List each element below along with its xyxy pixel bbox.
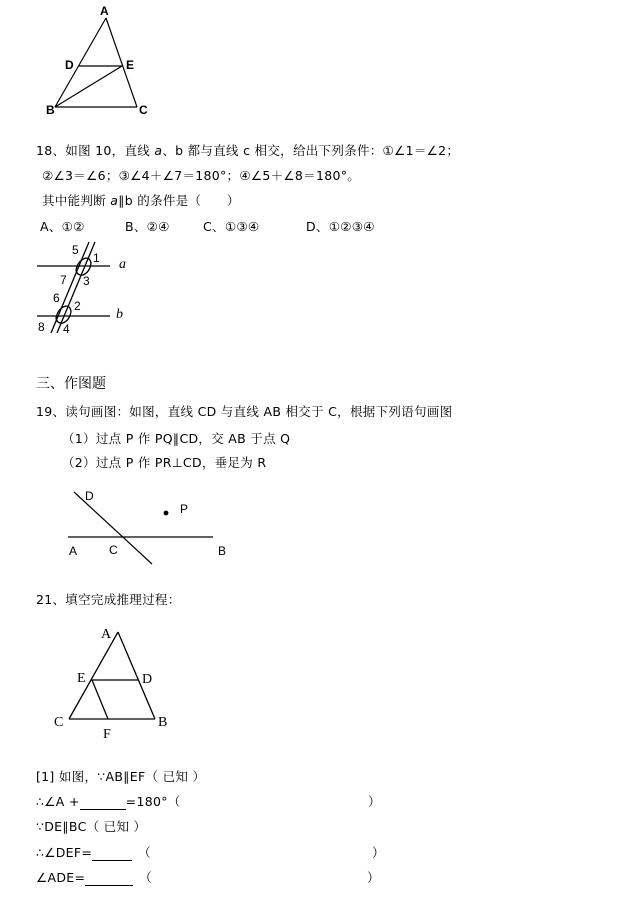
q21-line-4: ∴∠DEF= （ xyxy=(36,845,151,860)
angle-label-1: 1 xyxy=(93,251,100,265)
section-3-title: 三、作图题 xyxy=(36,376,106,392)
point-label-b: B xyxy=(46,103,55,117)
q19-label-a: A xyxy=(69,544,78,558)
q21-label-e: E xyxy=(77,671,86,686)
line-label-b: b xyxy=(116,307,123,322)
answer-blank-2[interactable] xyxy=(92,845,132,861)
q19-step-1: （1）过点 P 作 PQ∥CD，交 AB 于点 Q xyxy=(62,431,291,446)
line-label-a: a xyxy=(119,257,126,272)
q21-label-d: D xyxy=(142,672,153,687)
angle-label-6: 6 xyxy=(53,291,60,305)
q21-label-a: A xyxy=(101,627,112,642)
angle-label-3: 3 xyxy=(83,274,90,288)
q21-line-1: [1] 如图，∵AB∥EF（ 已知 ） xyxy=(36,769,206,784)
answer-blank-1[interactable] xyxy=(80,794,126,810)
q19-label-d: D xyxy=(85,489,94,503)
answer-blank-3[interactable] xyxy=(85,870,133,886)
angle-label-5: 5 xyxy=(72,243,79,257)
q19-label-b: B xyxy=(218,544,227,558)
angle-label-2: 2 xyxy=(74,299,81,313)
q18-option-a: A、①② xyxy=(40,219,85,234)
point-label-a: A xyxy=(100,4,109,18)
q21-line-2: ∴∠A + =180°（ xyxy=(36,794,181,809)
q21-line-4-paren-close: ） xyxy=(372,845,385,860)
point-label-d: D xyxy=(65,58,74,72)
q18-line-2: ②∠3＝∠6；③∠4＋∠7＝180°；④∠5＋∠8＝180°。 xyxy=(42,168,361,183)
q21-line-5-paren-close: ） xyxy=(367,870,380,885)
q18-option-d: D、①②③④ xyxy=(306,219,375,234)
q21-label-c: C xyxy=(54,715,64,730)
q18-option-c: C、①③④ xyxy=(203,219,260,234)
point-label-e: E xyxy=(126,58,135,72)
angle-label-4: 4 xyxy=(63,322,70,336)
q18-line-3: 其中能判断 a∥b 的条件是（ ） xyxy=(42,193,240,208)
q19-label-p: P xyxy=(180,502,189,516)
q19-title: 19、读句画图：如图，直线 CD 与直线 AB 相交于 C，根据下列语句画图 xyxy=(36,404,453,419)
q18-option-b: B、②④ xyxy=(125,219,170,234)
q21-title: 21、填空完成推理过程： xyxy=(36,592,181,607)
point-label-c: C xyxy=(139,103,148,117)
q21-label-f: F xyxy=(103,727,111,742)
angle-label-8: 8 xyxy=(38,320,45,334)
q21-label-b: B xyxy=(158,715,168,730)
angle-label-7: 7 xyxy=(60,273,67,287)
q21-line-2-paren-close: ） xyxy=(368,794,381,809)
q19-step-2: （2）过点 P 作 PR⊥CD，垂足为 R xyxy=(62,455,267,470)
q19-label-c: C xyxy=(109,543,118,557)
q18-line-1: 18、如图 10，直线 a、b 都与直线 c 相交，给出下列条件：①∠1＝∠2； xyxy=(36,143,460,158)
q21-line-3: ∵DE∥BC（ 已知 ） xyxy=(36,819,147,834)
q21-line-5: ∠ADE= （ xyxy=(36,870,153,885)
